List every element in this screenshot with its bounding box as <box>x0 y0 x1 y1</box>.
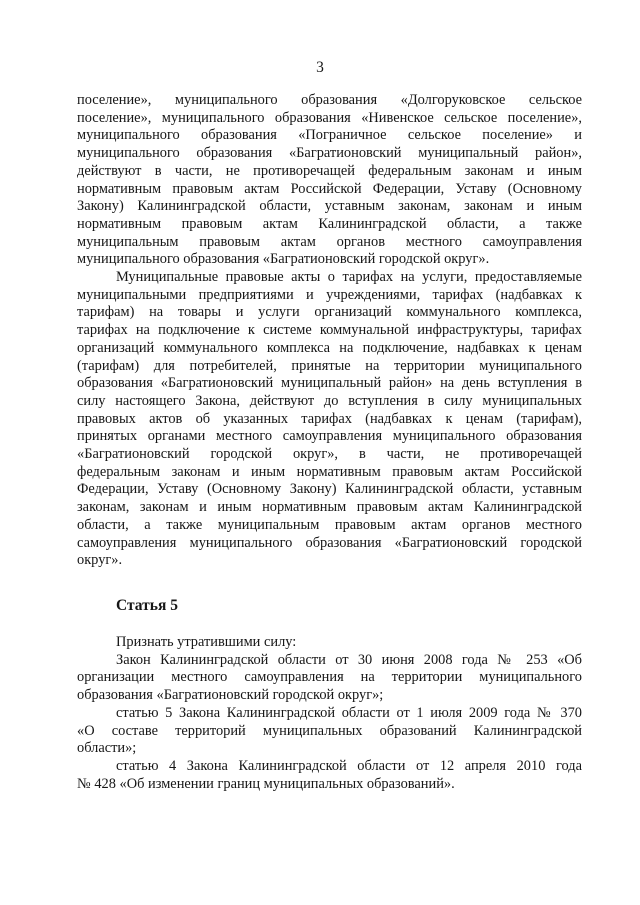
text-line: статью 5 Закона Калининградской области от 1 июля 2009 года № 370 <box>116 704 582 721</box>
text-line: «О составе территорий муниципальных образований Калининградской <box>77 722 582 739</box>
article-intro: Признать утратившими силу: <box>116 633 297 650</box>
text-line: силу настоящего Закона, действуют до вступления в силу муниципальных <box>77 392 582 409</box>
text-line: нормативным правовым актам Калининградской области, а также <box>77 215 582 232</box>
text-line: поселение», муниципального образования «Долгоруковское сельское <box>77 92 582 108</box>
text-line: Муниципальные правовые акты о тарифах на услуги, предоставляемые <box>116 269 582 286</box>
text-line: принятых органами местного самоуправления муниципального образования <box>77 428 582 445</box>
text-line: тарифах на подключение к системе коммунальной инфраструктуры, тарифах <box>77 322 582 339</box>
text-line: самоуправления муниципального образования «Багратионовский городской <box>77 534 582 551</box>
text-line: законам, законам и иным нормативным правовым актам Калининградской <box>77 499 582 516</box>
text-line: области, а также муниципальным правовым актам органов местного <box>77 516 582 533</box>
text-line: муниципального образования «Багратионовский муниципальный район», <box>77 145 582 162</box>
spacer <box>77 570 582 596</box>
text-line: правовых актов об указанных тарифах (надбавках к ценам (тарифам), <box>77 410 582 427</box>
text-line: организаций коммунального комплекса на подключение, надбавках к ценам <box>77 339 582 356</box>
text-line: образования «Багратионовский муниципальный район» на день вступления в <box>77 375 582 392</box>
text-line: Закон Калининградской области от 30 июня 2008 года № 253 «Об <box>116 651 582 668</box>
text-line: Закону) Калининградской области, уставным законам, законам и иным <box>77 198 582 215</box>
text-line: образования «Багратионовский городской округ»; <box>77 687 384 704</box>
text-line: федеральным законам и иным нормативным правовым актам Российской <box>77 463 582 480</box>
repeal-item <box>77 705 582 758</box>
text-line: статью 4 Закона Калининградской области от 12 апреля 2010 года <box>116 757 582 774</box>
text-line: муниципальным правовым актам органов местного самоуправления <box>77 233 582 250</box>
text-line: области»; <box>77 740 137 757</box>
text-line: нормативным правовым актам Российской Федерации, Уставу (Основному <box>77 180 582 197</box>
text-line: действуют в части, не противоречащей федеральным законам и иным <box>77 162 582 179</box>
repeal-item <box>77 758 582 793</box>
text-line: округ». <box>77 552 123 569</box>
text-line: муниципального образования «Багратионовский городской округ». <box>77 251 490 268</box>
text-line: тарифам) на товары и услуги организаций коммунального комплекса, <box>77 304 582 321</box>
article-heading: Статья 5 <box>116 596 178 614</box>
text-line: «Багратионовский городской округ», в части, не противоречащей <box>77 446 582 463</box>
repeal-item <box>77 652 582 705</box>
document-body <box>77 92 582 793</box>
text-line: организации местного самоуправления на территории муниципального <box>77 669 582 686</box>
page-number: 3 <box>316 59 324 76</box>
spacer <box>77 616 582 634</box>
text-line: поселение», муниципального образования «Нивенское сельское поселение», <box>77 109 582 126</box>
text-line: муниципального образования «Пограничное сельское поселение» и <box>77 127 582 144</box>
paragraph-tariffs <box>77 269 582 570</box>
paragraph-continuation <box>77 92 582 269</box>
text-line: муниципальными предприятиями и учреждениями, тарифах (надбавках к <box>77 286 582 303</box>
text-line: (тарифам) для потребителей, принятые на территории муниципального <box>77 357 582 374</box>
text-line: № 428 «Об изменении границ муниципальных образований». <box>77 775 455 792</box>
text-line: Федерации, Уставу (Основному Закону) Калининградской области, уставным <box>77 481 582 498</box>
